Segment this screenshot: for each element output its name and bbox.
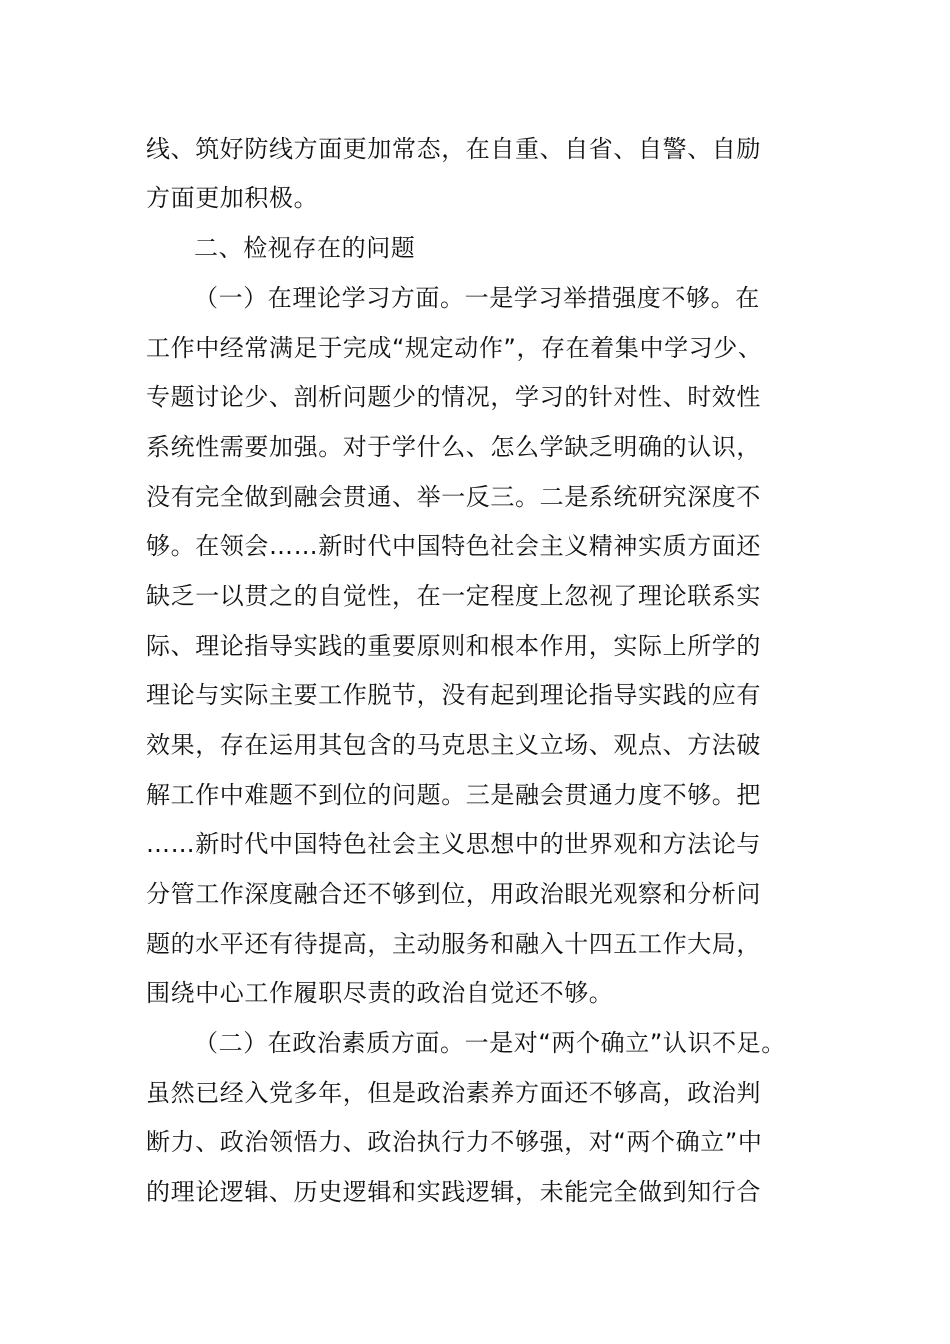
text-line: 专题讨论少、剖析问题少的情况，学习的针对性、时效性 [146, 383, 761, 411]
text-line: 效果，存在运用其包含的马克思主义立场、观点、方法破 [146, 731, 761, 759]
section-heading: 二、检视存在的问题 [194, 234, 416, 262]
text-line: 题的水平还有待提高，主动服务和融入十四五工作大局， [146, 930, 761, 958]
text-line: 虽然已经入党多年，但是政治素养方面还不够高，政治判 [146, 1079, 761, 1107]
text-line: ……新时代中国特色社会主义思想中的世界观和方法论与 [146, 830, 761, 858]
text-line: 没有完全做到融会贯通、举一反三。二是系统研究深度不 [146, 483, 761, 511]
paragraph-start: （二）在政治素质方面。一是对“两个确立”认识不足。 [194, 1029, 786, 1057]
text-line: 系统性需要加强。对于学什么、怎么学缺乏明确的认识， [146, 433, 761, 461]
text-line: 够。在领会……新时代中国特色社会主义精神实质方面还 [146, 532, 761, 560]
paragraph-start: （一）在理论学习方面。一是学习举措强度不够。在 [194, 284, 760, 312]
text-line: 际、理论指导实践的重要原则和根本作用，实际上所学的 [146, 632, 761, 660]
text-line: 断力、政治领悟力、政治执行力不够强，对“两个确立”中 [146, 1128, 763, 1156]
text-line: 理论与实际主要工作脱节，没有起到理论指导实践的应有 [146, 681, 761, 709]
text-line: 解工作中难题不到位的问题。三是融会贯通力度不够。把 [146, 781, 761, 809]
text-line: 分管工作深度融合还不够到位，用政治眼光观察和分析问 [146, 880, 761, 908]
text-line: 的理论逻辑、历史逻辑和实践逻辑，未能完全做到知行合 [146, 1178, 761, 1206]
text-line: 围绕中心工作履职尽责的政治自觉还不够。 [146, 979, 614, 1007]
text-line: 线、筑好防线方面更加常态，在自重、自省、自警、自励 [146, 135, 761, 163]
text-line: 缺乏一以贯之的自觉性，在一定程度上忽视了理论联系实 [146, 582, 761, 610]
text-line: 方面更加积极。 [146, 184, 319, 212]
text-line: 工作中经常满足于完成“规定动作”，存在着集中学习少、 [146, 334, 763, 362]
